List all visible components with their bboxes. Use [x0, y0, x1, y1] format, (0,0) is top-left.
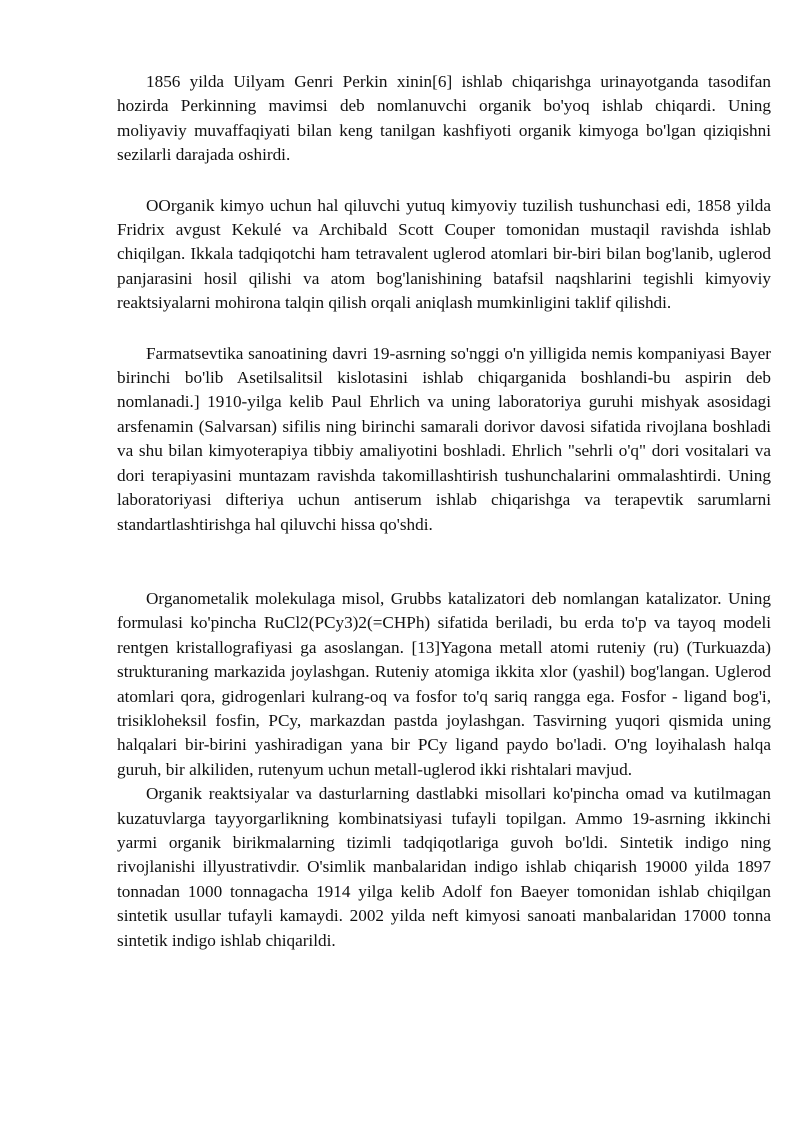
paragraph-chemical-structure: OOrganik kimyo uchun hal qiluvchi yutuq kimyoviy tuzilish tushunchasi edi, 1858 yilda Fridrix avgust Kekulé va Archibald Scott Couper tomonidan mustaqil ravishda ishlab chiqilgan. Ikkala tadqiqotchi ham tetravalent uglerod atomlari bir-biri bilan bog'lanib, uglerod panjarasini hosil qilishi va atom bog'lanishining batafsil naqshlarini tegishli kimyoviy reaktsiyalarni mohirona talqin qilish orqali aniqlash mumkinligini taklif qilishdi. [117, 195, 771, 313]
paragraph-perkin-dye: 1856 yilda Uilyam Genri Perkin xinin[6] ishlab chiqarishga urinayotganda tasodifan hozirda Perkinning mavimsi deb nomlanuvchi organik bo'yoq ishlab chiqardi. Uning moliyaviy muvaffaqiyati bilan keng tanilgan kashfiyoti organik kimyoga bo'lgan qiziqishni sezilarli darajada oshirdi. [117, 72, 771, 165]
paragraph-grubbs-catalyst: Organometalik molekulaga misol, Grubbs katalizatori deb nomlangan katalizator. Uning formulasi ko'pincha RuCl2(PCy3)2(=CHPh) sifatida beriladi, bu erda to'p va tayoq modeli rentgen kristallografiyasi ga asoslangan. [13]Yagona metall atomi ruteniy (ru) (Turkuazda) strukturaning markazida joylashgan. Ruteniy atomiga ikkita xlor (yashil) bog'langan. Uglerod atomlari qora, gidrogenlari kulrang-oq va fosfor to'q sariq rangga ega. Fosfor - ligand bog'i, trisikloheksil fosfin, PCy, markazdan pastda joylashgan. Tasvirning yuqori qismida uning halqalari bir-birini yashiradigan yana bir PCy ligand paydo bo'ladi. O'ng loyihalash halqa guruh, bir alkiliden, rutenyum uchun metall-uglerod ikki rishtalari mavjud. [117, 588, 771, 779]
paragraph-synthetic-indigo: Organik reaktsiyalar va dasturlarning dastlabki misollari ko'pincha omad va kutilmagan kuzatuvlarga tayyorgarlikning kombinatsiyasi tufayli topilgan. Ammo 19-asrning ikkinchi yarmi organik birikmalarning tizimli tadqiqotlariga guvoh bo'ldi. Sintetik indigo ning rivojlanishi illyustrativdir. O'simlik manbalaridan indigo ishlab chiqarish 19000 yilda 1897 tonnadan 1000 tonnagacha 1914 yilga kelib Adolf fon Baeyer tomonidan ishlab chiqilgan sintetik usullar tufayli kamaydi. 2002 yilda neft kimyosi sanoati manbalaridan 17000 tonna sintetik indigo ishlab chiqarildi. [117, 784, 771, 950]
paragraph-spacer [117, 537, 771, 587]
document-page [117, 70, 771, 953]
paragraph-pharmaceutical-industry: Farmatsevtika sanoatining davri 19-asrning so'nggi o'n yilligida nemis kompaniyasi Bayer birinchi bo'lib Asetilsalitsil kislotasini ishlab chiqarganida boshlandi-bu aspirin deb nomlanadi.] 1910-yilga kelib Paul Ehrlich va uning laboratoriya guruhi mishyak asosidagi arsfenamin (Salvarsan) sifilis ning birinchi samarali dorivor davosi sifatida rivojlana boshladi va shu bilan kimyoterapiya tibbiy amaliyotini boshladi. Ehrlich "sehrli o'q" dori vositalari va dori terapiyasini muntazam ravishda takomillashtirish tushunchalarini ommalashtirdi. Uning laboratoriyasi difteriya uchun antiserum ishlab chiqarishga va terapevtik sarumlarni standartlashtirishga hal qiluvchi hissa qo'shdi. [117, 343, 771, 534]
paragraph-spacer [117, 316, 771, 342]
paragraph-spacer [117, 168, 771, 194]
